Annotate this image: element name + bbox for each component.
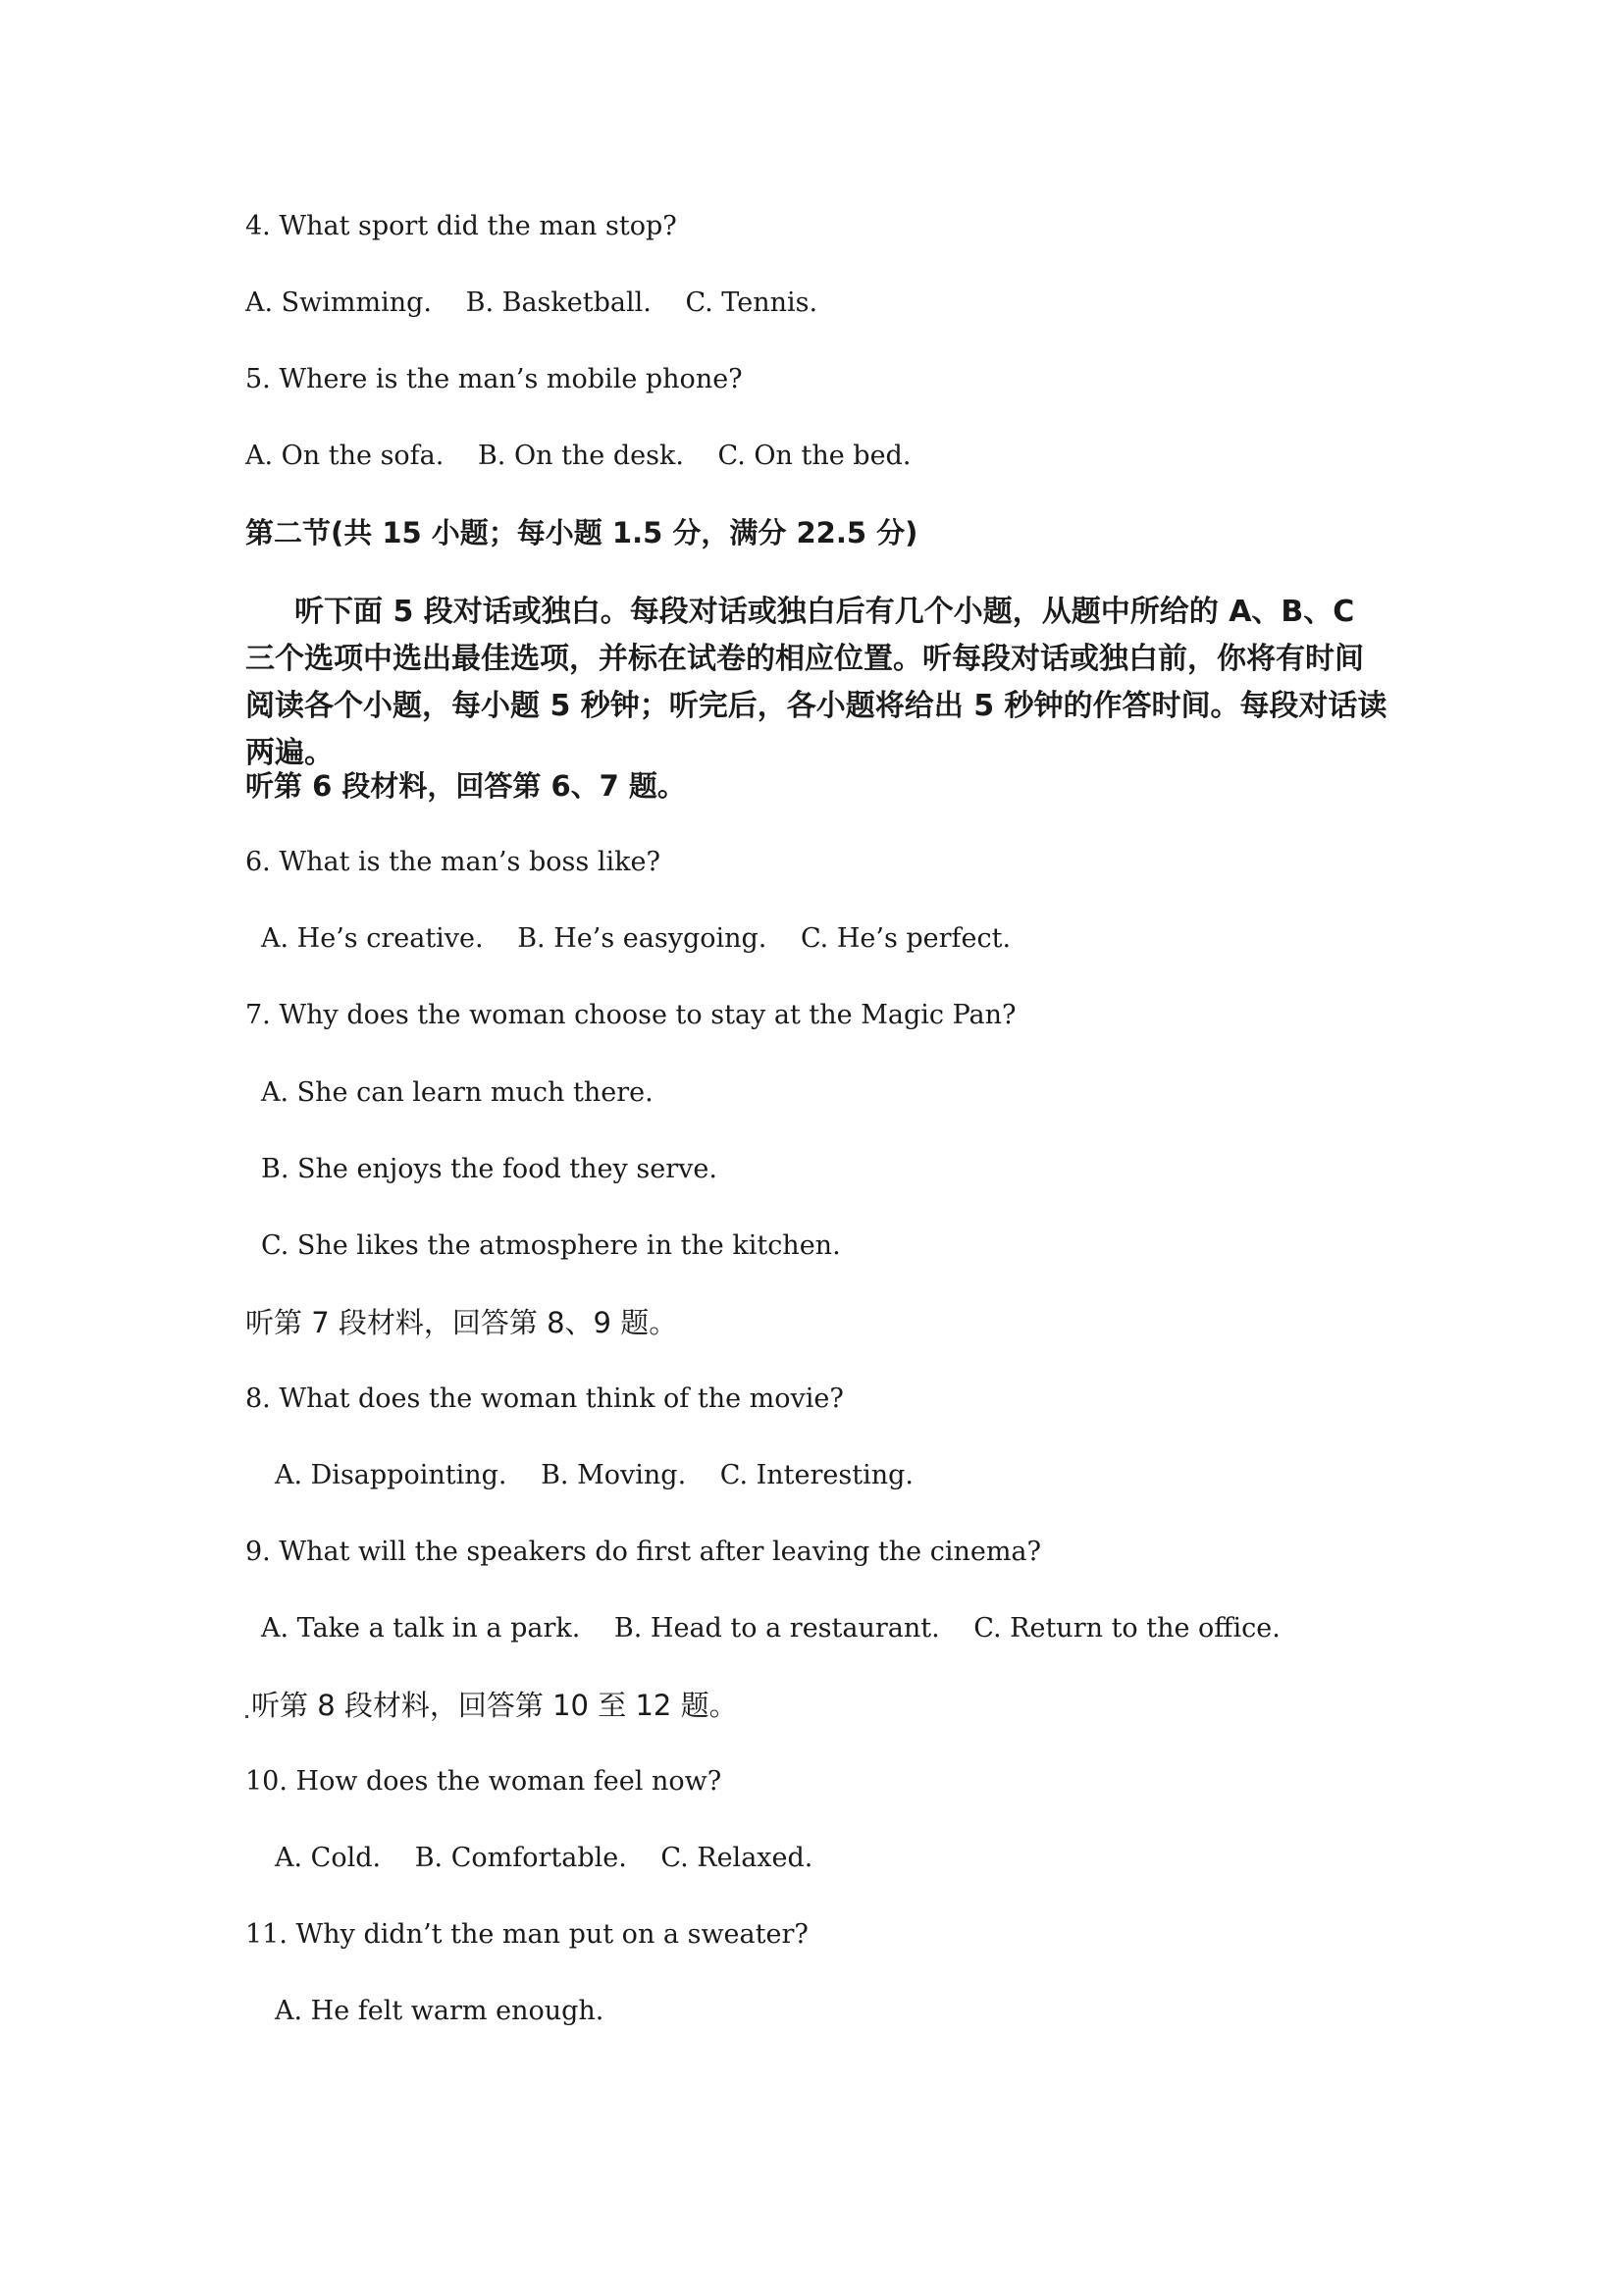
- q5-option-a: A. On the sofa.: [245, 441, 445, 471]
- q10-option-c: C. Relaxed.: [660, 1843, 813, 1873]
- question-8-options: [275, 1459, 939, 1492]
- q11-option-a: A. He felt warm enough.: [275, 1996, 604, 2026]
- q4-option-b: B. Basketball.: [465, 287, 652, 318]
- question-8: 8. What does the woman think of the movie?: [245, 1383, 844, 1414]
- question-5-options: [245, 440, 936, 473]
- q6-option-a: A. He’s creative.: [261, 923, 484, 954]
- question-10-options: [275, 1842, 838, 1875]
- q5-option-b: B. On the desk.: [477, 441, 684, 471]
- passage-8-heading: 听第 8 段材料，回答第 10 至 12 题。: [251, 1689, 738, 1722]
- q9-option-a: A. Take a talk in a park.: [261, 1613, 581, 1644]
- q9-option-c: C. Return to the office.: [973, 1613, 1281, 1644]
- question-5: 5. Where is the man’s mobile phone?: [245, 364, 743, 394]
- q8-option-c: C. Interesting.: [719, 1460, 914, 1490]
- q6-option-c: C. He’s perfect.: [800, 923, 1012, 954]
- question-7: 7. Why does the woman choose to stay at the Magic Pan?: [245, 1000, 1017, 1030]
- q8-option-b: B. Moving.: [541, 1460, 687, 1490]
- question-11: 11. Why didn’t the man put on a sweater?: [245, 1919, 809, 1950]
- q4-option-a: A. Swimming.: [245, 287, 433, 318]
- q10-option-b: B. Comfortable.: [414, 1843, 627, 1873]
- section-2-heading: 第二节(共 15 小题；每小题 1.5 分，满分 22.5 分): [245, 516, 918, 549]
- section-2-instructions: 听下面 5 段对话或独白。每段对话或独白后有几个小题，从题中所给的 A、B、C 三个选项中选出最佳选项，并标在试卷的相应位置。听每段对话或独白前，你将有时间阅读各个小题，每小题 5 秒钟；听完后，各小题将给出 5 秒钟的作答时间。每段对话读两遍。: [245, 595, 1387, 770]
- q7-option-a: A. She can learn much there.: [261, 1077, 654, 1108]
- q4-option-c: C. Tennis.: [685, 287, 818, 318]
- q5-option-c: C. On the bed.: [717, 441, 912, 471]
- q6-option-b: B. He’s easygoing.: [517, 923, 767, 954]
- q8-option-a: A. Disappointing.: [275, 1460, 507, 1490]
- q7-option-b: B. She enjoys the food they serve.: [261, 1154, 717, 1184]
- question-10: 10. How does the woman feel now?: [245, 1766, 722, 1797]
- question-9-options: [261, 1612, 1306, 1645]
- passage-7-heading: 听第 7 段材料，回答第 8、9 题。: [245, 1306, 678, 1339]
- q9-option-b: B. Head to a restaurant.: [613, 1613, 940, 1644]
- question-9: 9. What will the speakers do first after leaving the cinema?: [245, 1537, 1042, 1567]
- question-4: 4. What sport did the man stop?: [245, 211, 677, 241]
- q10-option-a: A. Cold.: [275, 1843, 382, 1873]
- question-6: 6. What is the man’s boss like?: [245, 847, 660, 877]
- stray-mark: [245, 1715, 248, 1718]
- question-6-options: [261, 922, 1036, 956]
- passage-6-heading: 听第 6 段材料，回答第 6、7 题。: [245, 769, 686, 803]
- question-4-options: [245, 287, 843, 320]
- q7-option-c: C. She likes the atmosphere in the kitchen.: [261, 1230, 841, 1261]
